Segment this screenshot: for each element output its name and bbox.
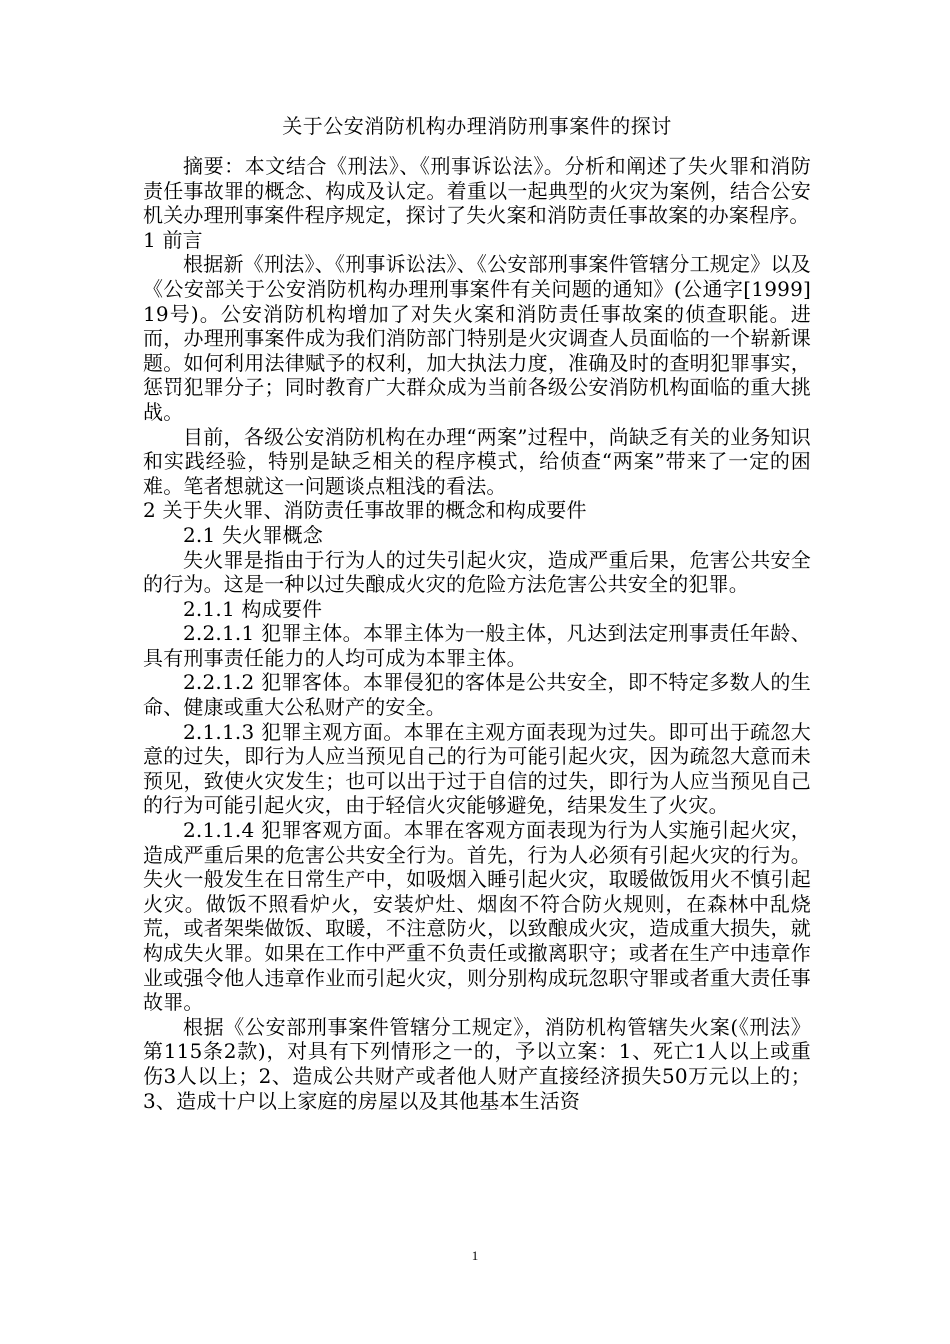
section-heading-preface: 1 前言 bbox=[143, 227, 203, 252]
paragraph: 2.2.1.1 犯罪主体。本罪主体为一般主体，凡达到法定刑事责任年龄、具有刑事责任能力的人均可成为本罪主体。 bbox=[143, 621, 811, 670]
page-number: 1 bbox=[471, 1248, 479, 1263]
paragraph: 2.2.1.2 犯罪客体。本罪侵犯的客体是公共安全，即不特定多数人的生命、健康或重大公私财产的安全。 bbox=[143, 670, 811, 720]
paragraph: 失火罪是指由于行为人的过失引起火灾，造成严重后果，危害公共安全的行为。这是一种以过失酿成火灾的危险方法危害公共安全的犯罪。 bbox=[143, 547, 811, 597]
section-heading-concepts: 2 关于失火罪、消防责任事故罪的概念和构成要件 bbox=[143, 498, 587, 523]
paragraph: 目前，各级公安消防机构在办理“两案”过程中，尚缺乏有关的业务知识和实践经验，特别是缺乏相关的程序模式，给侦查“两案”带来了一定的困难。笔者想就这一问题谈点粗浅的看法。 bbox=[143, 424, 811, 498]
paragraph: 2.1.1.3 犯罪主观方面。本罪在主观方面表现为过失。即可出于疏忽大意的过失，即行为人应当预见自己的行为可能引起火灾，因为疏忽大意而未预见，致使火灾发生；也可以出于过于自信的过失，即行为人应当预见自己的行为可能引起火灾，由于轻信火灾能够避免，结果发生了火灾。 bbox=[143, 719, 811, 818]
paragraph: 根据新《刑法》、《刑事诉讼法》、《公安部刑事案件管辖分工规定》以及《公安部关于公安消防机构办理刑事案件有关问题的通知》(公通字[1999]19号)。公安消防机构增加了对失火案和消防责任事故案的侦查职能。进而，办理刑事案件成为我们消防部门特别是火灾调查人员面临的一个崭新课题。如何利用法律赋予的权利，加大执法力度，准确及时的查明犯罪事实，惩罚犯罪分子；同时教育广大群众成为当前各级公安消防机构面临的重大挑战。 bbox=[143, 252, 811, 424]
document-title: 关于公安消防机构办理消防刑事案件的探讨 bbox=[282, 114, 672, 138]
subsection-heading: 2.1 失火罪概念 bbox=[183, 522, 323, 547]
document-body bbox=[143, 112, 811, 1113]
subsection-heading: 2.1.1 构成要件 bbox=[183, 596, 323, 621]
paragraph-list bbox=[143, 154, 811, 1113]
paragraph: 2.1.1.4 犯罪客观方面。本罪在客观方面表现为行为人实施引起火灾，造成严重后果的危害公共安全行为。首先，行为人必须有引起火灾的行为。失火一般发生在日常生产中，如吸烟入睡引起火灾，取暖做饭用火不慎引起火灾。做饭不照看炉火，安装炉灶、烟囱不符合防火规则，在森林中乱烧荒，或者架柴做饭、取暖，不注意防火，以致酿成火灾，造成重大损失，就构成失火罪。如果在工作中严重不负责任或撤离职守；或者在生产中违章作业或强令他人违章作业而引起火灾，则分别构成玩忽职守罪或者重大责任事故罪。 bbox=[143, 818, 811, 1015]
abstract-paragraph: 摘要：本文结合《刑法》、《刑事诉讼法》。分析和阐述了失火罪和消防责任事故罪的概念、构成及认定。着重以一起典型的火灾为案例，结合公安机关办理刑事案件程序规定，探讨了失火案和消防责任事故案的办案程序。 bbox=[143, 154, 811, 228]
paragraph: 根据《公安部刑事案件管辖分工规定》，消防机构管辖失火案(《刑法》第115条2款)，对具有下列情形之一的，予以立案：1、死亡1人以上或重伤3人以上；2、造成公共财产或者他人财产直接经济损失50万元以上的；3、造成十户以上家庭的房屋以及其他基本生活资 bbox=[143, 1014, 811, 1113]
